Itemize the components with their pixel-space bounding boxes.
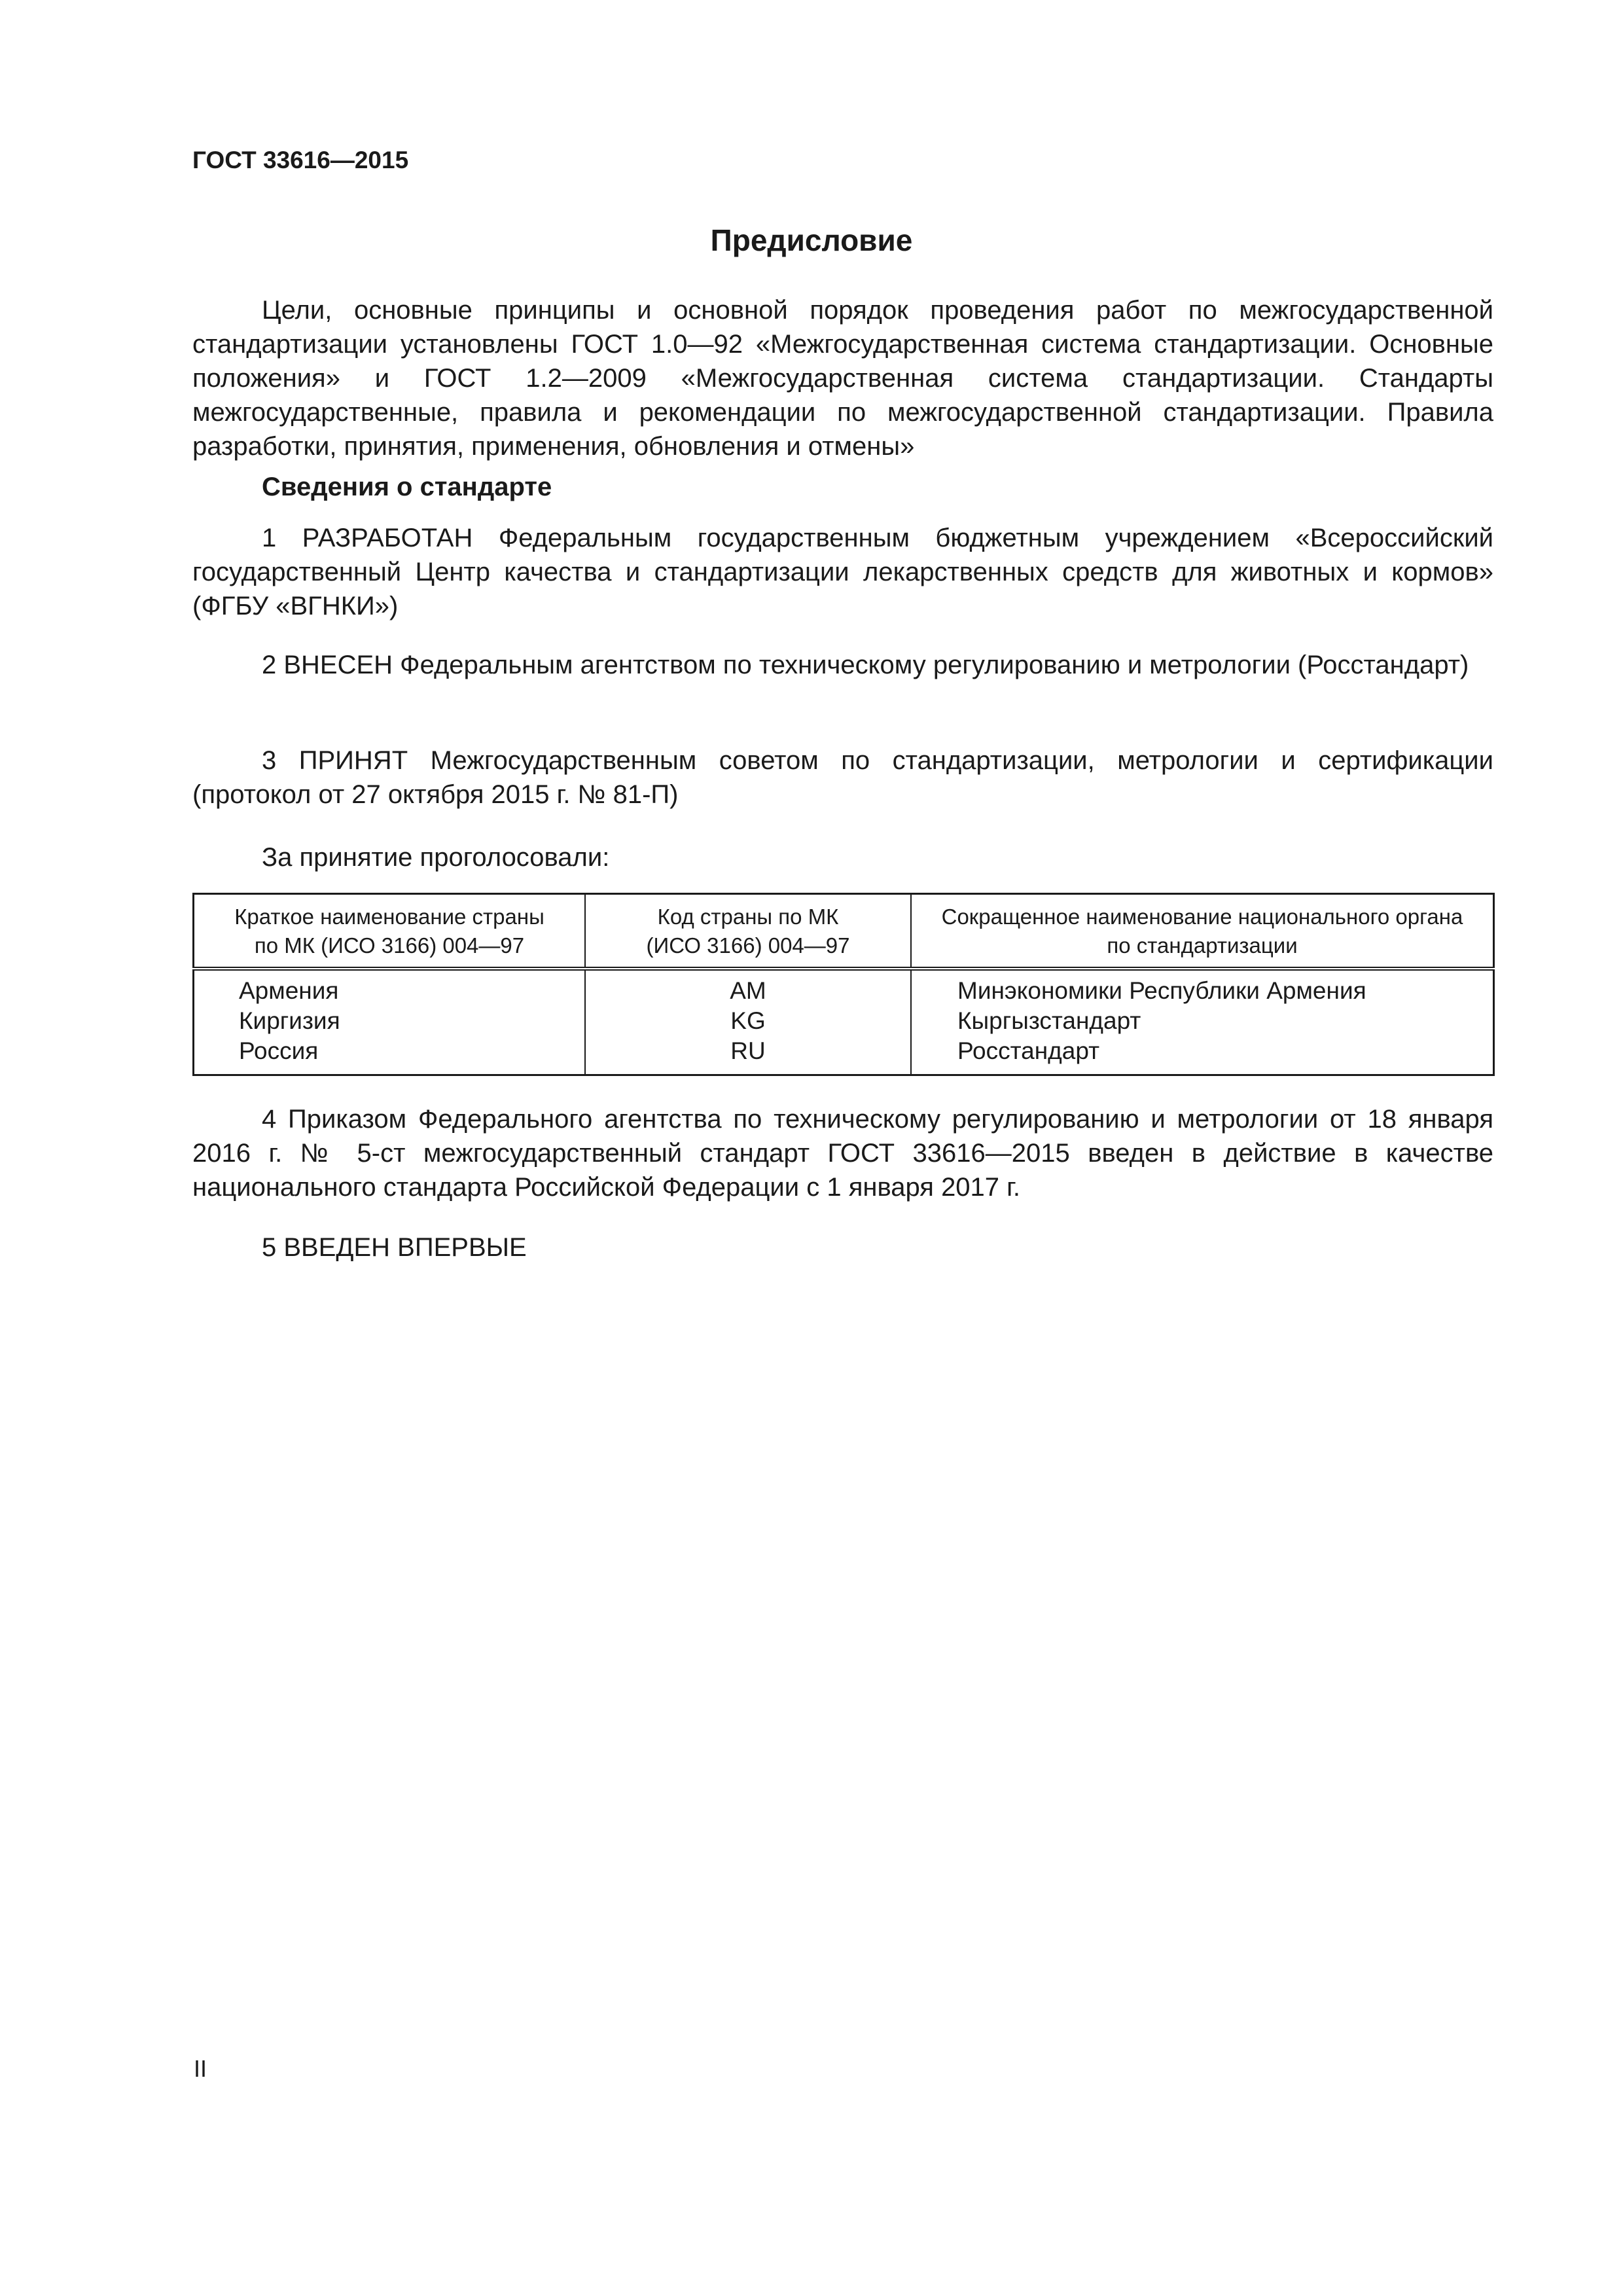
country-code-cell: KG [585,1006,911,1036]
national-body-cell: Минэкономики Республики Армения [957,977,1366,1004]
page-title: Предисловие [710,223,913,257]
national-body-cell: Росстандарт [957,1037,1100,1064]
intro-paragraph: Цели, основные принципы и основной порядок проведения работ по межгосударственной стандартизации установлены ГОСТ 1.0—92 «Межгосударственная система стандартизации. Основные положения» и ГОСТ 1.2—2009 «Межгосударственная система стандартизации. Стандарты межгосударственные, правила и рекомендации по межгосударственной стандартизации. Правила разработки, принятия, применения, обновления и отмены» [192,296,1493,461]
item-enacted: 4 Приказом Федерального агентства по техническому регулированию и метрологии от 18 января 2016 г. № 5-ст межгосударственный стандарт ГОСТ 33616—2015 введен в действие в качестве национального стандарта Российской Федерации с 1 января 2017 г. [192,1105,1493,1202]
country-cell: Армения [194,969,586,1006]
item-first-introduced: 5 ВВЕДЕН ВПЕРВЫЕ [262,1233,527,1262]
table-row [194,1036,1494,1075]
national-body-cell: Кыргызстандарт [957,1007,1141,1034]
item-developed: 1 РАЗРАБОТАН Федеральным государственным бюджетным учреждением «Всероссийский государственный Центр качества и стандартизации лекарственных средств для животных и кормов» (ФГБУ «ВГНКИ») [192,524,1493,620]
item-adopted: 3 ПРИНЯТ Межгосударственным советом по стандартизации, метрологии и сертификации (протокол от 27 октября 2015 г. № 81-П) [192,746,1493,809]
vote-intro: За принятие проголосовали: [262,843,610,872]
column-header-country: Краткое наименование страны по МК (ИСО 3166) 004—97 [194,894,586,969]
item-submitted: 2 ВНЕСЕН Федеральным агентством по техническому регулированию и метрологии (Росстандарт) [262,651,1469,679]
country-code-cell: AM [585,969,911,1006]
standard-code-header: ГОСТ 33616—2015 [192,147,409,173]
table-row [194,969,1494,1006]
info-heading: Сведения о стандарте [262,473,552,501]
country-cell: Киргизия [194,1006,586,1036]
column-header-national-body: Сокращенное наименование национального органа по стандартизации [911,894,1494,969]
column-header-code: Код страны по МК (ИСО 3166) 004—97 [585,894,911,969]
page-number: II [194,2055,207,2082]
country-code-cell: RU [585,1036,911,1075]
table-row [194,1006,1494,1036]
voting-table [192,893,1495,1076]
table-header-row [194,894,1494,969]
country-cell: Россия [194,1036,586,1075]
